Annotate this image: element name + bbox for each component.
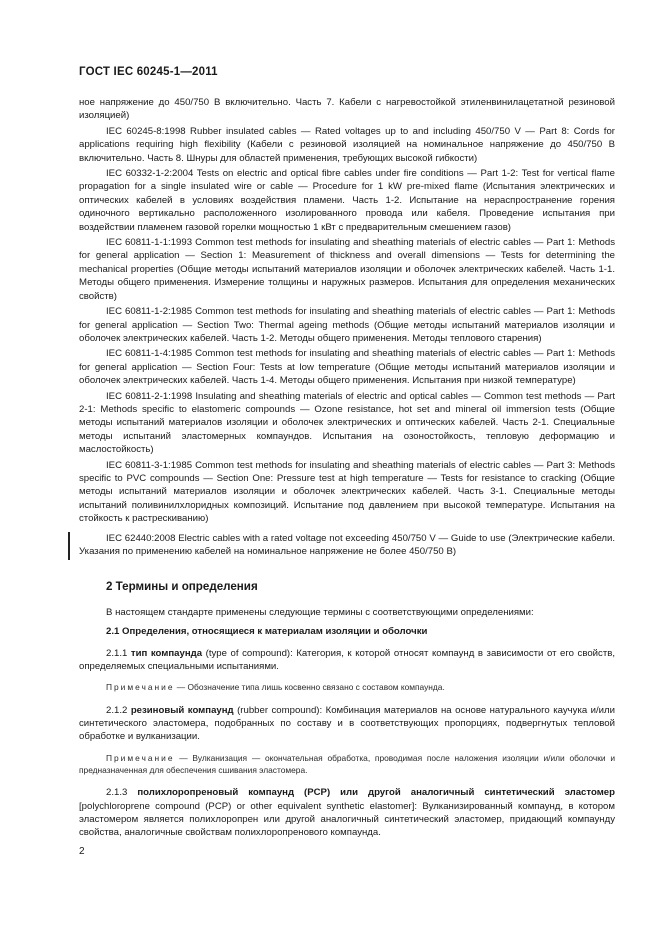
note-label: Примечание bbox=[106, 682, 175, 693]
note-text: — Обозначение типа лишь косвенно связано с составом компаунда. bbox=[174, 682, 445, 693]
ref-iec-62440-text: IEC 62440:2008 Electric cables with a rated voltage not exceeding 450/750 V — Guide to use (Электрические кабели. Указания по применению кабелей на номинальное напряжение не более 450/750 В) bbox=[79, 532, 615, 557]
subsection-title: 2.1 Определения, относящиеся к материалам изоляции и оболочки bbox=[106, 626, 428, 638]
definition-text: [polychloroprene compound (PCP) or other equivalent synthetic elastomer]: Вулканизированный компаунд, в котором эластомером является полихлоропрен или другой аналогичный синтетический эластомер, придающий компаунду свойства, аналогичные свойствам полихлоропренового компаунда. bbox=[79, 800, 615, 839]
section-intro: В настоящем стандарте применены следующие термины с соответствующими определениями: bbox=[106, 606, 534, 618]
change-bar bbox=[68, 532, 70, 560]
ref-iec-60811-1-2: IEC 60811-1-2:1985 Common test methods for insulating and sheathing materials of electric cables — Part 1: Methods for general application — Section Two: Thermal ageing methods (Общие методы испытаний материалов изоляции и оболочек электрических кабелей. Часть 1-2. Методы общего применения. Методы теплового старения) bbox=[79, 306, 615, 344]
definition-number: 2.1.1 bbox=[106, 647, 131, 659]
definition-2-1-1 bbox=[79, 647, 615, 674]
ref-iec-60245-8: IEC 60245-8:1998 Rubber insulated cables — Rated voltages up to and including 450/750 V — Part 8: Cords for applications requiring high flexibility (Кабели с резиновой изоляцией на номинальное напряжение до 450/750 В включительно. Часть 8. Шнуры для областей применения, требующих высокой гибкости) bbox=[79, 125, 615, 164]
note-2 bbox=[79, 752, 615, 776]
note-1 bbox=[79, 681, 615, 693]
definition-2-1-2 bbox=[79, 704, 615, 744]
note-label: Примечание bbox=[106, 752, 175, 763]
note-text: — Вулканизация — окончательная обработка, проводимая после наложения изоляции и/или оболочки и предназначенная для обеспечения сшивания эластомера. bbox=[79, 752, 615, 776]
ref-iec-60811-2-1: IEC 60811-2-1:1998 Insulating and sheathing materials of electric and optical cables — Common test methods — Part 2-1: Methods specific to elastomeric compounds — Ozone resistance, hot set and mineral oil immersion tests (Общие методы испытаний материалов изоляции и оболочек электрических и оптических кабелей. Часть 2-1. Специальные методы испытаний эластомерных компаундов. Испытания на озоностойкость, тепловую деформацию и маслостойкость) bbox=[79, 390, 615, 456]
definition-number: 2.1.2 bbox=[106, 704, 131, 716]
page-content bbox=[79, 96, 615, 842]
page-number: 2 bbox=[79, 846, 85, 857]
ref-iec-60811-3-1: IEC 60811-3-1:1985 Common test methods for insulating and sheathing materials of electric cables — Part 3: Methods specific to PVC compounds — Section One: Pressure test at high temperature — Tests for resistance to cracking (Общие методы испытаний материалов изоляции и оболочек электрических кабелей. Часть 3-1. Специальные методы испытаний поливинилхлоридных композиций. Испытание под давлением при высокой температуре. Испытания на стойкость к растрескиванию) bbox=[79, 459, 615, 525]
definition-text: (type of compound): Категория, к которой относят компаунд в зависимости от его свойств, определяемых специальными испытаниями. bbox=[79, 647, 615, 673]
ref-iec-60811-1-1: IEC 60811-1-1:1993 Common test methods for insulating and sheathing materials of electric cables — Part 1: Methods for general application — Section 1: Measurement of thickness and overall dimensions — Tests for determining the mechanical properties (Общие методы испытаний материалов изоляции и оболочек электрических кабелей. Часть 1-1. Методы общего применения. Измерение толщины и наружных размеров. Испытания для определения механических свойств) bbox=[79, 237, 615, 302]
definition-2-1-3 bbox=[79, 786, 615, 840]
definition-text: (rubber compound): Комбинация материалов на основе натурального каучука и/или синтетического эластомера, подобранных по составу и в соответствующих пропорциях, подвергнутых тепловой обработке и вулканизации. bbox=[79, 704, 615, 743]
definition-number: 2.1.3 bbox=[106, 787, 138, 799]
ref-iec-60332-1-2: IEC 60332-1-2:2004 Tests on electric and optical fibre cables under fire conditions — Part 1-2: Test for vertical flame propagation for a single insulated wire or cable — Procedure for 1 kW pre-mixed flame (Испытания электрических и оптических кабелей в условиях воздействия пламени. Часть 1-2. Испытание на нераспространение горения одиночного вертикально расположенного изолированного провода или кабеля. Проведение испытания при воздействии пламенем газовой горелки мощностью 1 кВт с предварительным смешением газов) bbox=[79, 168, 615, 233]
definition-term: тип компаунда bbox=[130, 647, 203, 659]
ref-iec-62440 bbox=[79, 532, 615, 559]
section-title: 2 Термины и определения bbox=[106, 580, 258, 594]
ref-continuation: ное напряжение до 450/750 В включительно. Часть 7. Кабели с нагревостойкой этиленвинилацетатной резиновой изоляцией) bbox=[79, 97, 615, 122]
definition-term: полихлоропреновый компаунд (PCP) или другой аналогичный синтетический эластомер bbox=[137, 787, 615, 799]
document-header: ГОСТ IEC 60245-1—2011 bbox=[79, 66, 218, 78]
definition-term: резиновый компаунд bbox=[130, 704, 234, 716]
ref-iec-60811-1-4: IEC 60811-1-4:1985 Common test methods for insulating and sheathing materials of electric cables — Part 1: Methods for general application — Section Four: Tests at low temperature (Общие методы испытаний материалов изоляции и оболочек электрических кабелей. Часть 1-4. Методы общего применения. Испытания при низкой температуре) bbox=[79, 348, 615, 387]
